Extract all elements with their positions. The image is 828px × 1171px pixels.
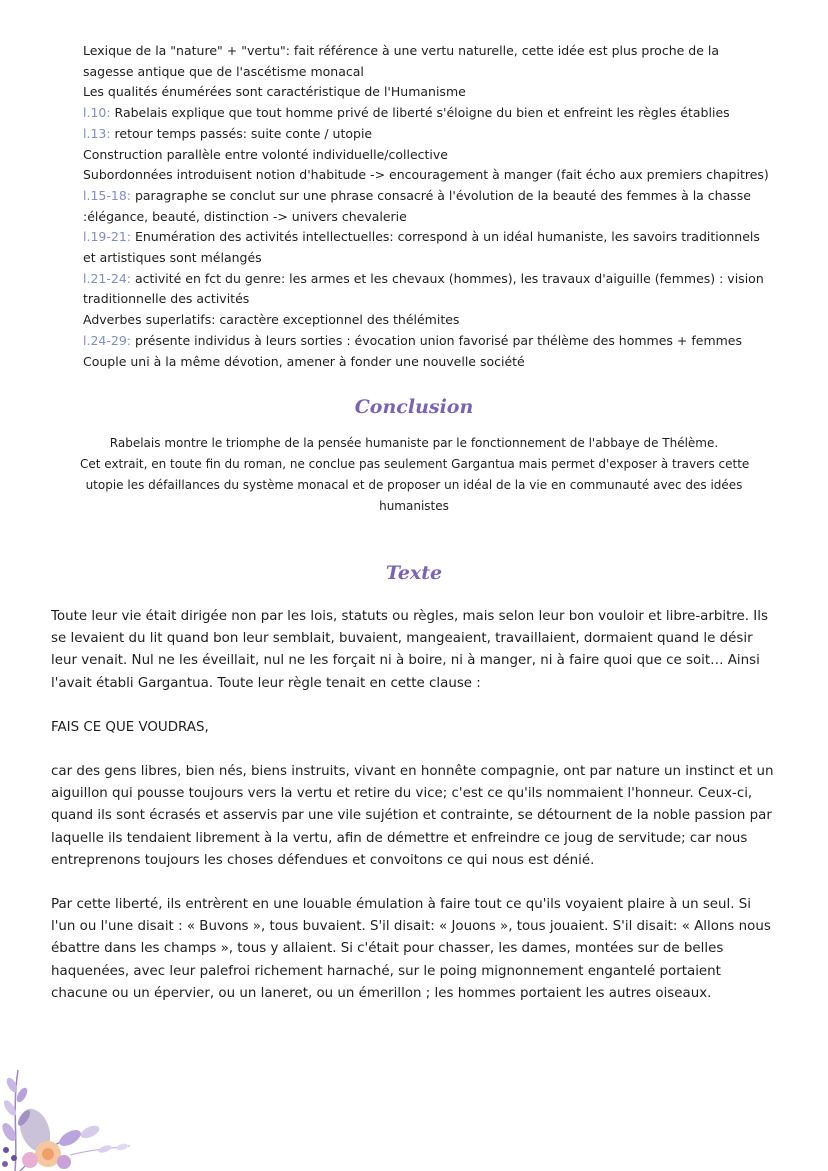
- conclusion-line: utopie les défaillances du système monacal et de proposer un idéal de la vie en communauté avec des idées: [85, 478, 743, 492]
- texte-line: l'un ou l'une disait : « Buvons », tous buvaient. S'il disait: « Jouons », tous jouaient. S'il disait: « Allons nous: [51, 919, 771, 935]
- note-line: l.15-18: paragraphe se conclut sur une phrase consacré à l'évolution de la beauté des femmes à la chasse: [83, 187, 751, 203]
- texte-heading: Texte: [385, 562, 443, 584]
- conclusion-paragraph: [80, 433, 748, 517]
- texte-line: laquelle ils tendaient librement à la vertu, afin de démettre et enfreindre ce joug de servitude; car nous: [51, 830, 748, 846]
- note-line: Couple uni à la même dévotion, amener à fonder une nouvelle société: [83, 353, 525, 369]
- texte-line: aiguillon qui pousse toujours vers la vertu et retire du vice; c'est ce qu'ils nommaient l'honneur. Ceux-ci,: [51, 786, 753, 802]
- texte-line: car des gens libres, bien nés, biens instruits, vivant en honnête compagnie, ont par nature un instinct et un: [51, 764, 774, 780]
- texte-line: quand ils sont écrasés et asservis par une vile sujétion et contrainte, se détournent de la noble passion par: [51, 808, 772, 824]
- note-line: :élégance, beauté, distinction -> univers chevalerie: [83, 208, 407, 224]
- note-line: l.10: Rabelais explique que tout homme privé de liberté s'éloigne du bien et enfreint les règles établies: [83, 105, 730, 121]
- texte-line: se levaient du lit quand bon leur semblait, buvaient, mangeaient, travaillaient, dormaient quand le désir: [51, 631, 753, 647]
- note-line: l.21-24: activité en fct du genre: les armes et les chevaux (hommes), les travaux d'aiguille (femmes) : vision: [83, 270, 764, 286]
- texte-line: haquenées, avec leur palefroi richement harnaché, sur le poing mignonnement enganteIé portaient: [51, 963, 721, 979]
- note-line: l.13: retour temps passés: suite conte / utopie: [83, 125, 373, 141]
- conclusion-line: humanistes: [379, 499, 449, 513]
- note-line: l.19-21: Enumération des activités intellectuelles: correspond à un idéal humaniste, les savoirs traditionnels: [83, 229, 760, 245]
- motto-line: FAIS CE QUE VOUDRAS,: [51, 719, 209, 735]
- note-line: Adverbes superlatifs: caractère exceptionnel des thélémites: [83, 312, 460, 328]
- texte-line: leur venait. Nul ne les éveillait, nul ne les forçait ni à boire, ni à manger, ni à faire quoi que ce soit… Ainsi: [51, 653, 760, 669]
- notes-section: [83, 41, 783, 372]
- texte-line: ébattre dans les champs », tous y allaient. Si c'était pour chasser, les dames, montées sur de belles: [51, 941, 724, 957]
- note-line: l.24-29: présente individus à leurs sorties : évocation union favorisé par thélème des hommes + femmes: [83, 332, 743, 348]
- texte-line: Par cette liberté, ils entrèrent en une louable émulation à faire tout ce qu'ils voyaient plaire à un seul. Si: [51, 897, 751, 913]
- conclusion-line: Rabelais montre le triomphe de la pensée humaniste par le fonctionnement de l'abbaye de Thélème.: [109, 436, 719, 450]
- note-line: Lexique de la "nature" + "vertu": fait référence à une vertu naturelle, cette idée est plus proche de la: [83, 43, 720, 58]
- note-line: Construction parallèle entre volonté individuelle/collective: [83, 146, 448, 162]
- conclusion-heading: Conclusion: [354, 396, 474, 418]
- texte-line: chacune ou un épervier, ou un laneret, ou un émerillon ; les hommes portaient les autres oiseaux.: [51, 985, 712, 1001]
- texte-line: entreprenons toujours les choses défendues et convoitons ce qui nous est dénié.: [51, 852, 595, 868]
- texte-line: l'avait établi Gargantua. Toute leur règle tenait en cette clause :: [51, 675, 481, 691]
- texte-body: [51, 606, 791, 1005]
- note-line: Subordonnées introduisent notion d'habitude -> encouragement à manger (fait écho aux premiers chapitres): [83, 167, 769, 183]
- note-line: et artistiques sont mélangés: [83, 250, 262, 266]
- note-line: traditionnelle des activités: [83, 291, 250, 307]
- note-line: sagesse antique que de l'ascétisme monacal: [83, 63, 364, 79]
- note-line: Les qualités énumérées sont caractéristique de l'Humanisme: [83, 84, 466, 100]
- floral-decoration-icon: [0, 1050, 140, 1171]
- conclusion-line: Cet extrait, en toute fin du roman, ne conclue pas seulement Gargantua mais permet d'exposer à travers cette: [80, 457, 750, 471]
- texte-line: Toute leur vie était dirigée non par les lois, statuts ou règles, mais selon leur bon vouloir et libre-arbitre. Ils: [51, 609, 768, 624]
